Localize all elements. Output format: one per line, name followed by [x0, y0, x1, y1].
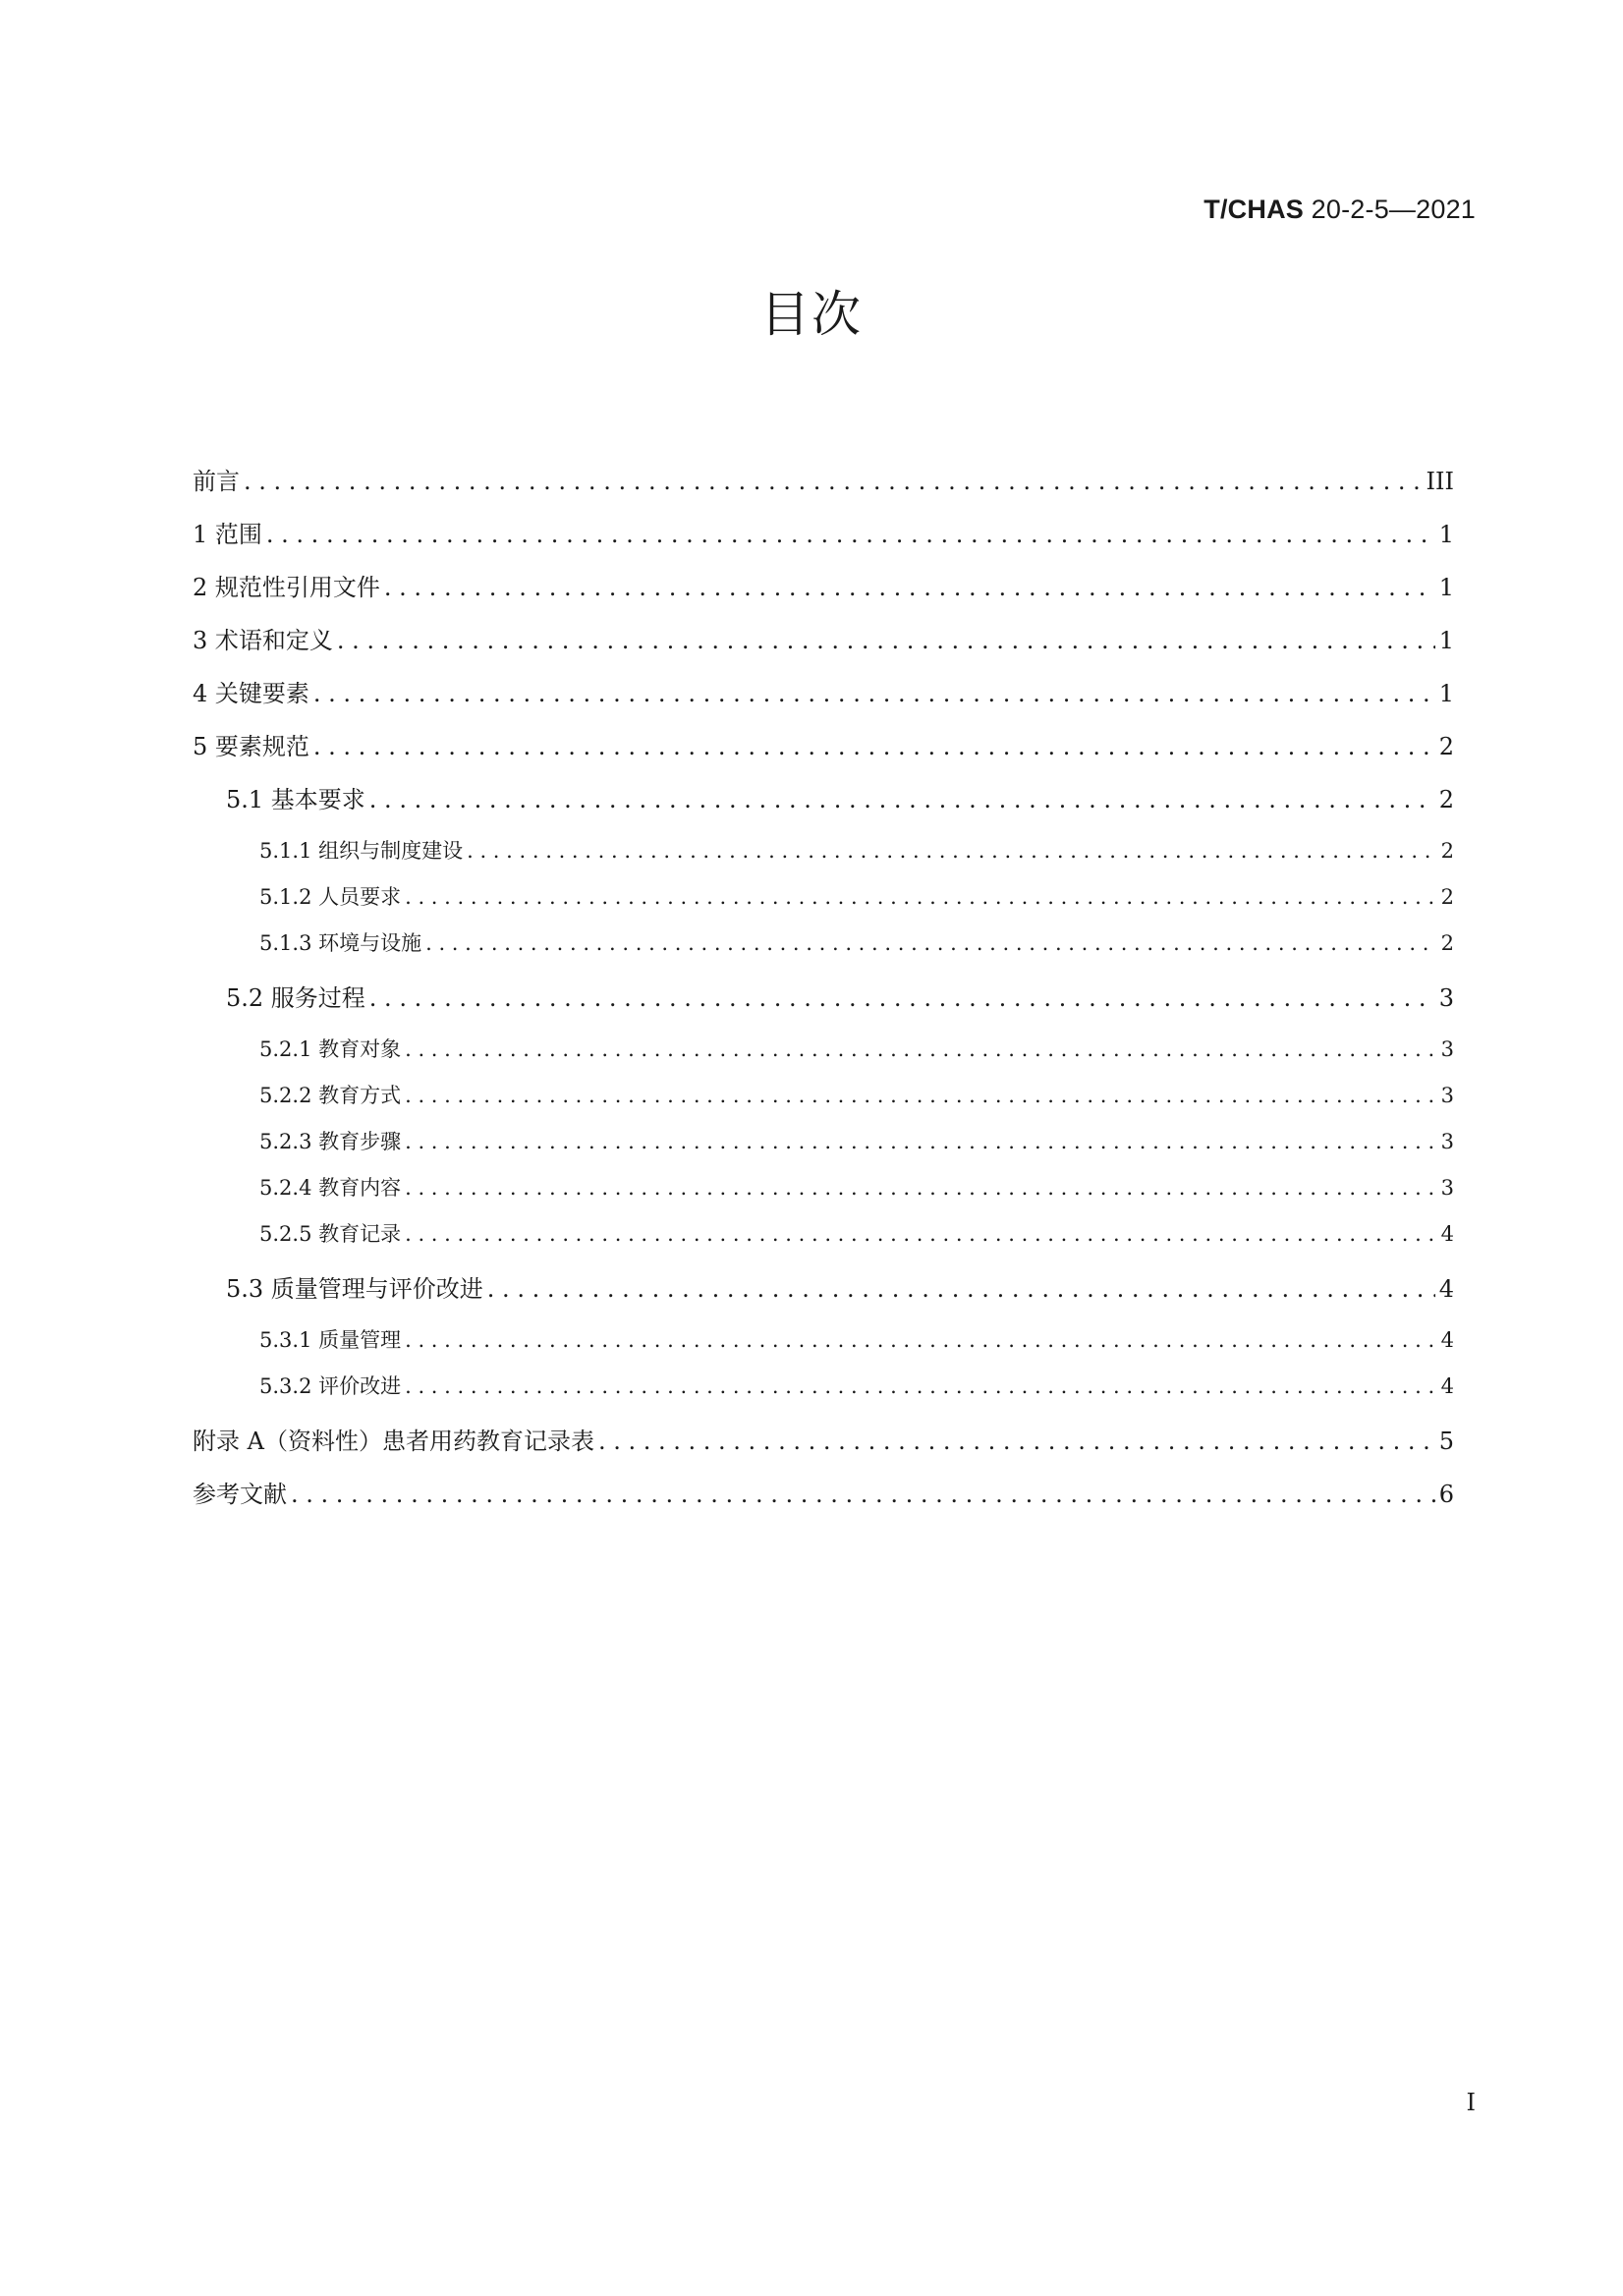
toc-entry-appendix-a[interactable]	[193, 1422, 1454, 1456]
toc-entry-label: 前言	[193, 468, 240, 495]
toc-entry-terms-definitions[interactable]	[193, 621, 1454, 655]
toc-entry-page: 2	[1438, 786, 1454, 813]
toc-entry-label: 5.2.3 教育步骤	[259, 1130, 402, 1153]
toc-entry-page: III	[1426, 468, 1454, 495]
toc-leader-dots	[405, 1222, 1437, 1246]
toc-entry-page: 4	[1440, 1328, 1454, 1352]
toc-entry-personnel[interactable]	[259, 881, 1454, 911]
toc-entry-page: 3	[1438, 984, 1454, 1012]
toc-entry-page: 2	[1440, 839, 1454, 863]
toc-entry-label: 2 规范性引用文件	[193, 574, 380, 601]
toc-entry-page: 1	[1438, 574, 1454, 601]
toc-leader-dots	[405, 1037, 1437, 1061]
toc-leader-dots	[244, 468, 1423, 495]
toc-leader-dots	[405, 1084, 1437, 1107]
toc-entry-label: 5.2 服务过程	[226, 984, 365, 1012]
toc-entry-normative-references[interactable]	[193, 568, 1454, 602]
toc-leader-dots	[405, 1176, 1437, 1200]
toc-entry-quality-evaluation[interactable]	[226, 1269, 1454, 1304]
toc-leader-dots	[598, 1428, 1435, 1455]
toc-leader-dots	[425, 931, 1437, 955]
toc-entry-page: 3	[1440, 1084, 1454, 1107]
toc-entry-education-steps[interactable]	[259, 1126, 1454, 1155]
toc-entry-label: 5.3.1 质量管理	[259, 1328, 402, 1352]
toc-leader-dots	[487, 1275, 1435, 1303]
toc-entry-basic-requirements[interactable]	[226, 780, 1454, 814]
page-number: I	[1466, 2089, 1476, 2116]
toc-leader-dots	[467, 839, 1437, 863]
toc-leader-dots	[369, 984, 1435, 1012]
toc-entry-label: 5.1.2 人员要求	[259, 885, 402, 909]
toc-leader-dots	[405, 885, 1437, 909]
toc-entry-organization[interactable]	[259, 835, 1454, 865]
toc-entry-education-record[interactable]	[259, 1218, 1454, 1248]
toc-entry-page: 3	[1440, 1130, 1454, 1153]
toc-entry-label: 5.1 基本要求	[226, 786, 365, 813]
toc-entry-label: 1 范围	[193, 521, 262, 548]
toc-entry-scope[interactable]	[193, 515, 1454, 549]
toc-entry-education-content[interactable]	[259, 1172, 1454, 1202]
toc-entry-label: 5.1.1 组织与制度建设	[259, 839, 464, 863]
toc-leader-dots	[405, 1374, 1437, 1398]
toc-entry-page: 1	[1438, 680, 1454, 707]
toc-entry-page: 4	[1440, 1222, 1454, 1246]
document-code-number: 20-2-5—2021	[1303, 195, 1476, 224]
toc-leader-dots	[291, 1481, 1435, 1508]
toc-leader-dots	[313, 680, 1435, 707]
toc-entry-page: 1	[1438, 627, 1454, 654]
toc-entry-page: 3	[1440, 1176, 1454, 1200]
toc-entry-label: 5.1.3 环境与设施	[259, 931, 422, 955]
toc-entry-education-method[interactable]	[259, 1080, 1454, 1109]
toc-entry-bibliography[interactable]	[193, 1475, 1454, 1509]
toc-entry-label: 5.3 质量管理与评价改进	[226, 1275, 483, 1303]
toc-leader-dots	[266, 521, 1435, 548]
toc-entry-evaluation-improvement[interactable]	[259, 1371, 1454, 1400]
toc-leader-dots	[405, 1130, 1437, 1153]
toc-entry-page: 2	[1440, 931, 1454, 955]
toc-entry-label: 4 关键要素	[193, 680, 309, 707]
toc-entry-element-specs[interactable]	[193, 727, 1454, 761]
toc-entry-label: 5 要素规范	[193, 733, 309, 760]
toc-entry-page: 6	[1438, 1481, 1454, 1508]
toc-entry-label: 参考文献	[193, 1481, 287, 1508]
toc-entry-education-target[interactable]	[259, 1034, 1454, 1063]
toc-entry-label: 3 术语和定义	[193, 627, 333, 654]
page-title: 目次	[760, 286, 863, 343]
toc-entry-label: 5.2.4 教育内容	[259, 1176, 402, 1200]
toc-entry-service-process[interactable]	[226, 979, 1454, 1013]
toc-entry-label: 附录 A（资料性）患者用药教育记录表	[193, 1428, 594, 1455]
toc-entry-page: 5	[1438, 1428, 1454, 1455]
toc-leader-dots	[405, 1328, 1437, 1352]
document-code-prefix: T/CHAS	[1203, 195, 1304, 224]
toc-entry-page: 2	[1438, 733, 1454, 760]
toc-entry-key-elements[interactable]	[193, 674, 1454, 708]
toc-entry-quality-management[interactable]	[259, 1324, 1454, 1354]
toc-entry-environment[interactable]	[259, 927, 1454, 957]
document-code	[1203, 195, 1476, 225]
toc-entry-label: 5.3.2 评价改进	[259, 1374, 402, 1398]
toc-entry-label: 5.2.2 教育方式	[259, 1084, 402, 1107]
toc-entry-page: 4	[1438, 1275, 1454, 1303]
toc-entry-page: 1	[1438, 521, 1454, 548]
toc-leader-dots	[337, 627, 1435, 654]
toc-leader-dots	[313, 733, 1435, 760]
toc-entry-label: 5.2.1 教育对象	[259, 1037, 402, 1061]
toc-entry-foreword[interactable]	[193, 462, 1454, 496]
toc-entry-page: 4	[1440, 1374, 1454, 1398]
toc-leader-dots	[369, 786, 1435, 813]
toc-entry-label: 5.2.5 教育记录	[259, 1222, 402, 1246]
toc-entry-page: 3	[1440, 1037, 1454, 1061]
toc-leader-dots	[384, 574, 1435, 601]
toc-entry-page: 2	[1440, 885, 1454, 909]
